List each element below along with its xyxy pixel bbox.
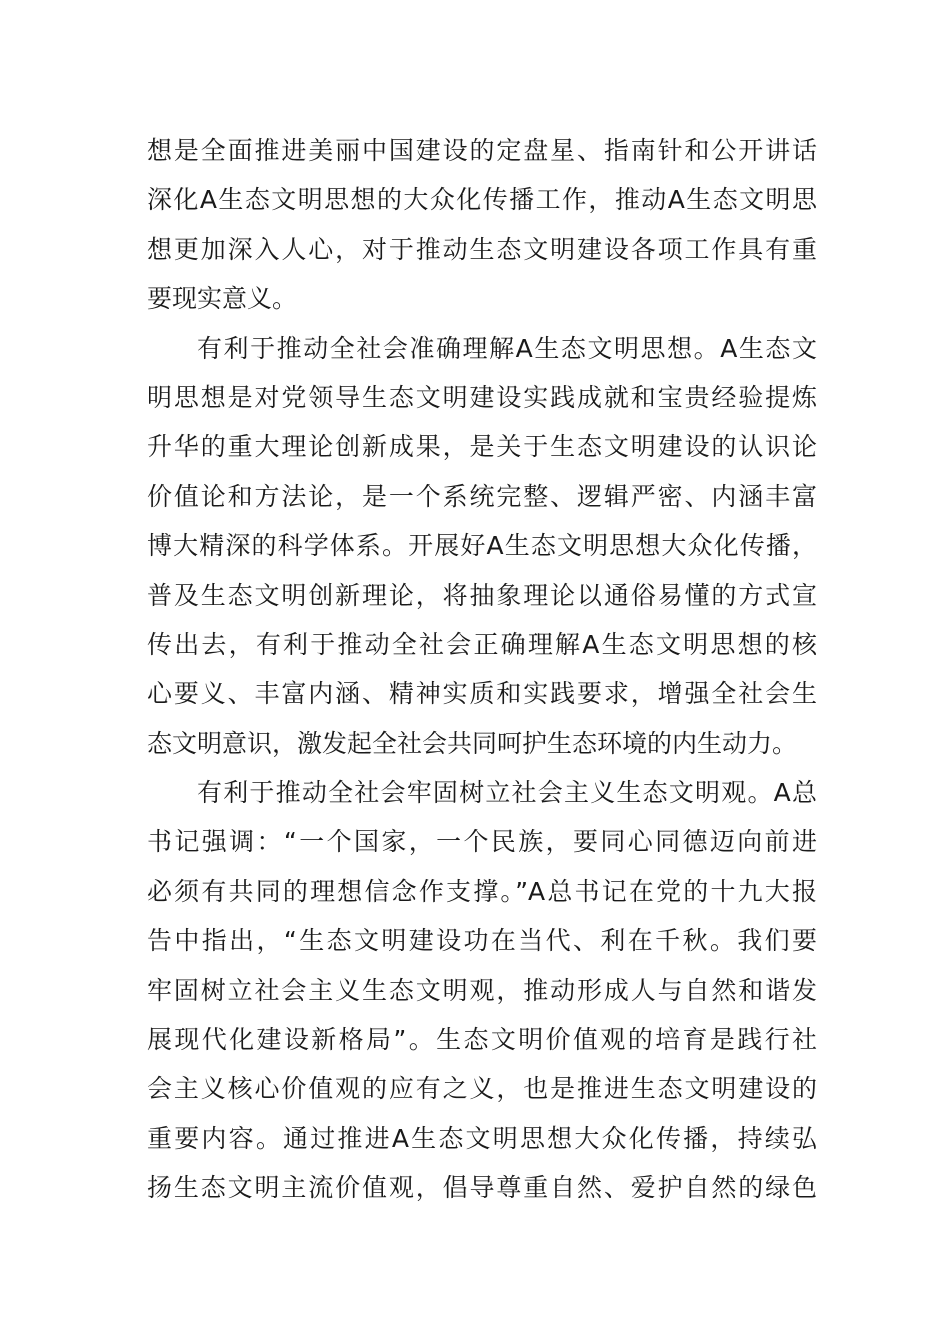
text-line: 价值论和方法论，是一个系统完整、逻辑严密、内涵丰富 bbox=[147, 481, 817, 511]
text-line: 必须有共同的理想信念作支撑。”A总书记在党的十九大报 bbox=[147, 876, 817, 906]
text-line: 要现实意义。 bbox=[147, 284, 298, 314]
text-line: 想是全面推进美丽中国建设的定盘星、指南针和公开讲话 bbox=[147, 136, 817, 165]
text-line: 态文明意识，激发起全社会共同呵护生态环境的内生动力。 bbox=[147, 728, 798, 758]
text-line: 会主义核心价值观的应有之义，也是推进生态文明建设的 bbox=[147, 1074, 817, 1104]
paragraph-heading-line: 有利于推动全社会牢固树立社会主义生态文明观。A总 bbox=[197, 778, 817, 808]
text-line: 想更加深入人心，对于推动生态文明建设各项工作具有重 bbox=[147, 234, 817, 264]
text-line: 重要内容。通过推进A生态文明思想大众化传播，持续弘 bbox=[147, 1123, 817, 1153]
text-line: 明思想是对党领导生态文明建设实践成就和宝贵经验提炼 bbox=[147, 382, 817, 412]
text-line: 普及生态文明创新理论，将抽象理论以通俗易懂的方式宣 bbox=[147, 580, 817, 610]
text-line: 牢固树立社会主义生态文明观，推动形成人与自然和谐发 bbox=[147, 975, 817, 1005]
text-line: 深化A生态文明思想的大众化传播工作，推动A生态文明思 bbox=[147, 185, 817, 215]
text-line: 展现代化建设新格局”。生态文明价值观的培育是践行社 bbox=[147, 1025, 817, 1055]
text-line: 扬生态文明主流价值观，倡导尊重自然、爱护自然的绿色 bbox=[147, 1173, 817, 1203]
paragraph-heading-line: 有利于推动全社会准确理解A生态文明思想。A生态文 bbox=[197, 333, 817, 363]
body-text bbox=[147, 126, 817, 1213]
text-line: 书记强调：“一个国家，一个民族，要同心同德迈向前进 bbox=[147, 827, 817, 857]
text-line: 告中指出，“生态文明建设功在当代、利在千秋。我们要 bbox=[147, 926, 817, 956]
text-line: 心要义、丰富内涵、精神实质和实践要求，增强全社会生 bbox=[147, 679, 817, 709]
text-line: 传出去，有利于推动全社会正确理解A生态文明思想的核 bbox=[147, 629, 817, 659]
text-line: 升华的重大理论创新成果，是关于生态文明建设的认识论 bbox=[147, 432, 817, 462]
text-line: 博大精深的科学体系。开展好A生态文明思想大众化传播， bbox=[147, 531, 817, 561]
